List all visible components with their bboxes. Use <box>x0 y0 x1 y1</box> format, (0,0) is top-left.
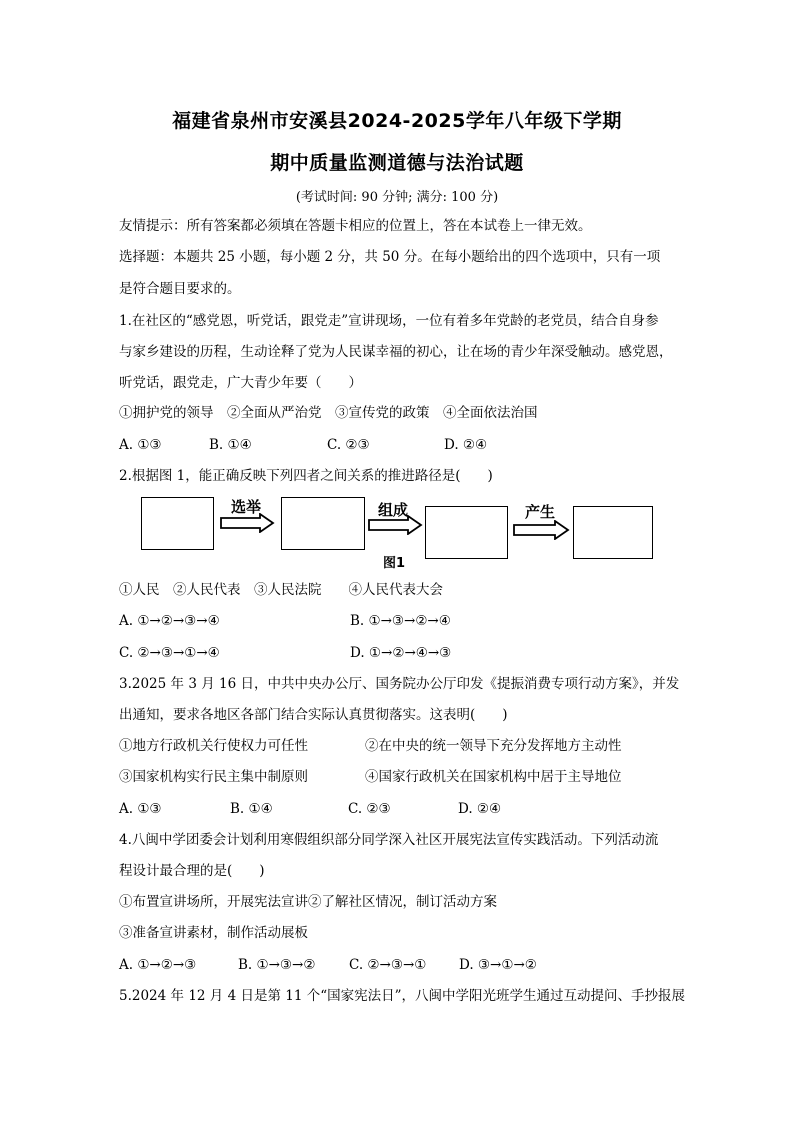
q3-option-c: C. ②③ <box>348 801 391 817</box>
exam-info: (考试时间: 90 分钟; 满分: 100 分) <box>295 190 499 205</box>
q3-stem-line1: 3.2025 年 3 月 16 日，中共中央办公厅、国务院办公厅印发《提振消费专项行动方案》，并发 <box>119 676 680 692</box>
q4-option-d: D. ③→①→② <box>459 957 537 973</box>
q2-option-a: A. ①→②→③→④ <box>119 613 220 629</box>
arrow-right-icon <box>513 520 570 540</box>
arrow-label-produce: 产生 <box>525 503 556 521</box>
q1-option-b: B. ①④ <box>209 437 252 453</box>
arrow-label-elect: 选举 <box>231 498 262 516</box>
figure-caption: 图1 <box>383 556 406 571</box>
q1-items: ①拥护党的领导 ②全面从严治党 ③宣传党的政策 ④全面依法治国 <box>119 405 538 421</box>
exam-title-line1: 福建省泉州市安溪县2024-2025学年八年级下学期 <box>172 110 622 132</box>
arrow-label-compose: 组成 <box>378 501 409 519</box>
q3-item-2: ②在中央的统一领导下充分发挥地方主动性 <box>365 738 622 754</box>
q2-option-b: B. ①→③→②→④ <box>350 613 451 629</box>
q4-option-c: C. ②→③→① <box>349 957 427 973</box>
notice-text: 友情提示：所有答案都必须填在答题卡相应的位置上，答在本试卷上一律无效。 <box>119 218 592 234</box>
figure-box-4 <box>573 506 653 559</box>
q4-stem-line1: 4.八闽中学团委会计划利用寒假组织部分同学深入社区开展宪法宣传实践活动。下列活动流 <box>119 832 659 848</box>
q4-items-line1: ①布置宣讲场所，开展宪法宣讲②了解社区情况，制订活动方案 <box>119 894 497 910</box>
q3-option-b: B. ①④ <box>230 801 273 817</box>
q5-stem-line1: 5.2024 年 12 月 4 日是第 11 个“国家宪法日”，八闽中学阳光班学生通过互动提问、手抄报展 <box>119 988 686 1004</box>
q4-option-b: B. ①→③→② <box>238 957 316 973</box>
q2-items: ①人民 ②人民代表 ③人民法院 ④人民代表大会 <box>119 582 443 598</box>
q2-stem: 2.根据图 1，能正确反映下列四者之间关系的推进路径是( ) <box>119 468 493 484</box>
q2-option-c: C. ②→③→①→④ <box>119 645 220 661</box>
section-instruction-line1: 选择题：本题共 25 小题，每小题 2 分，共 50 分。在每小题给出的四个选项中，只有一项 <box>119 249 661 265</box>
q4-stem-line2: 程设计最合理的是( ) <box>119 863 265 879</box>
q1-option-c: C. ②③ <box>327 437 370 453</box>
q1-option-a: A. ①③ <box>119 437 162 453</box>
q1-stem-line1: 1.在社区的“感党恩，听党话，跟党走”宣讲现场，一位有着多年党龄的老党员，结合自身参 <box>119 313 659 329</box>
section-instruction-line2: 是符合题目要求的。 <box>119 281 241 297</box>
q3-item-4: ④国家行政机关在国家机构中居于主导地位 <box>365 769 622 785</box>
figure-box-1 <box>141 497 214 550</box>
q4-items-line2: ③准备宣讲素材，制作活动展板 <box>119 925 308 941</box>
figure-box-2 <box>281 497 365 550</box>
q3-item-3: ③国家机构实行民主集中制原则 <box>119 769 308 785</box>
figure-box-3 <box>425 506 508 559</box>
exam-title-line2: 期中质量监测道德与法治试题 <box>270 152 524 174</box>
q3-stem-line2: 出通知，要求各地区各部门结合实际认真贯彻落实。这表明( ) <box>119 707 508 723</box>
q4-option-a: A. ①→②→③ <box>119 957 197 973</box>
q1-stem-line2: 与家乡建设的历程，生动诠释了党为人民谋幸福的初心，让在场的青少年深受触动。感党恩， <box>119 344 673 360</box>
q3-option-a: A. ①③ <box>119 801 162 817</box>
q1-option-d: D. ②④ <box>444 437 488 453</box>
q1-stem-line3: 听党话，跟党走，广大青少年要（ ） <box>119 375 362 391</box>
q3-item-1: ①地方行政机关行使权力可任性 <box>119 738 308 754</box>
q3-option-d: D. ②④ <box>458 801 502 817</box>
q2-option-d: D. ①→②→④→③ <box>350 645 452 661</box>
